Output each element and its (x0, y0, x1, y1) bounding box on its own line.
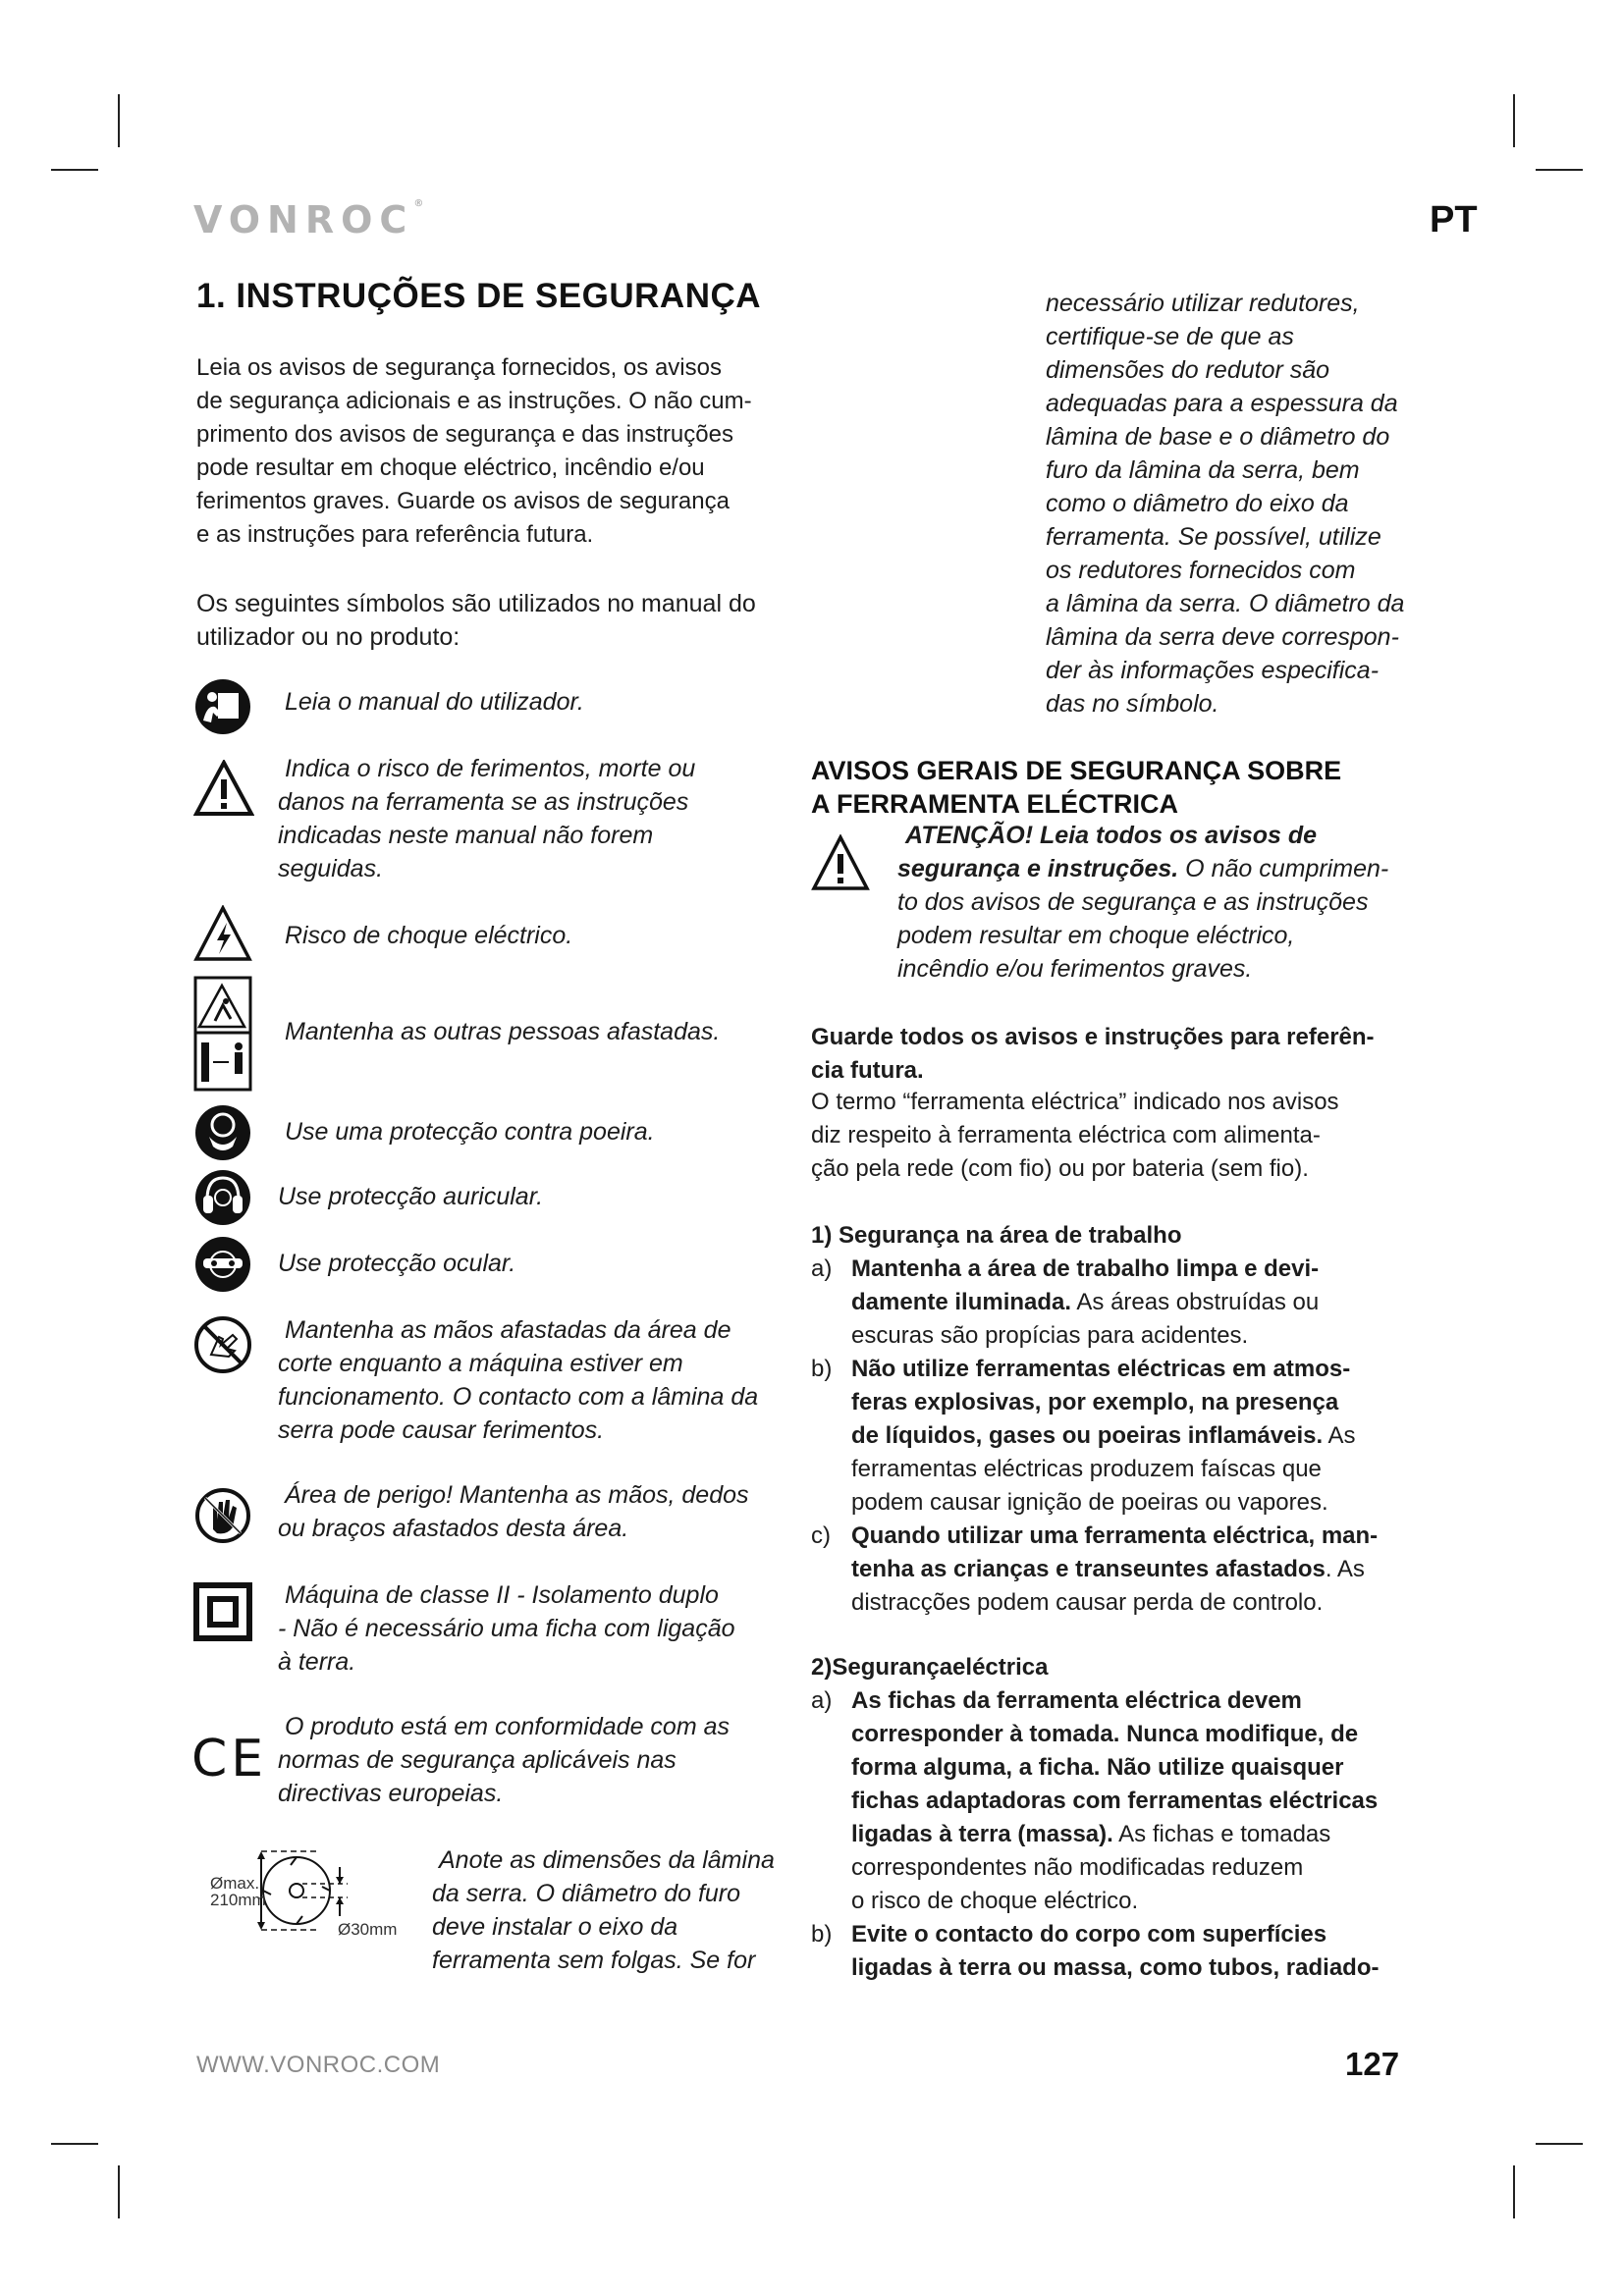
crop-mark (51, 2143, 98, 2145)
keep-instructions-note: Guarde todos os avisos e instruções para referên- cia futura. (811, 1024, 1375, 1084)
crop-mark (118, 94, 120, 147)
symbol-text: Máquina de classe II - Isolamento duplo - Não é necessário uma ficha com ligação à terra. (278, 1581, 735, 1676)
symbol-text: Use uma protecção contra poeira. (285, 1118, 655, 1146)
footer-url[interactable]: WWW.VONROC.COM (196, 2052, 441, 2078)
power-tool-term-paragraph: O termo “ferramenta eléctrica” indicado nos avisos diz respeito à ferramenta eléctrica com alimenta- ção pela rede (com fio) ou por bateria (sem fio). (811, 1089, 1339, 1182)
ce-mark-icon: CE (191, 1730, 268, 1789)
crop-mark (1536, 2143, 1583, 2145)
intro-paragraph: Leia os avisos de segurança fornecidos, os avisos de segurança adicionais e as instruções. O não cum- primento dos avisos de segurança e das instruções pode resultar em choque eléctrico, incêndio e/ou ferimentos graves. Guarde os avisos de segurança e as instruções para referência futura. (196, 354, 752, 548)
list-item: c) Quando utilizar uma ferramenta eléctrica, man- tenha as crianças e transeuntes afastados. As distracções podem causar perda de controlo. (811, 1522, 1379, 1616)
warning-triangle-icon (811, 834, 870, 896)
crop-mark (51, 169, 98, 171)
symbol-text: Use protecção auricular. (278, 1183, 544, 1210)
page-number: 127 (1345, 2046, 1400, 2082)
keep-bystanders-away-icon (193, 976, 254, 1096)
class-two-insulation-icon (193, 1582, 254, 1646)
list-item: b) Evite o contacto do corpo com superfícies ligadas à terra ou massa, como tubos, radiado- (811, 1921, 1380, 1981)
attention-text: ATENÇÃO! Leia todos os avisos de segurança e instruções. O não cumprimen- to dos avisos de segurança e as instruções podem resultar em choque eléctrico, incêndio e/ou ferimentos graves. (897, 822, 1389, 983)
electric-shock-icon (193, 905, 254, 967)
danger-hand-icon (193, 1486, 254, 1550)
list-item: a) Mantenha a área de trabalho limpa e devi- damente iluminada. As áreas obstruídas ou escuras são propícias para acidentes. (811, 1255, 1320, 1349)
warning-triangle-icon (193, 760, 254, 822)
work-area-safety-section: 1) Segurança na área de trabalho a) Mantenha a área de trabalho limpa e devi- damente iluminada. As áreas obstruídas ou escuras são propícias para acidentes. b) Não utilize ferramentas eléctricas em atmos- feras explosivas, por exemplo, na presença de líquidos, gases ou poeiras inflamáveis. As ferramentas eléctricas produzem faíscas que podem causar ignição de poeiras ou vapores. c) Quando utilizar uma ferramenta eléctrica, man- tenha as crianças e transeuntes afastados. As distracções podem causar perda de controlo. (811, 1219, 1439, 1620)
crop-mark (118, 2165, 120, 2218)
crop-mark (1513, 2165, 1515, 2218)
crop-mark (1513, 94, 1515, 147)
continued-symbol-text: necessário utilizar redutores, certifique-se de que as dimensões do redutor são adequadas para a espessura da lâmina de base e o diâmetro do furo da lâmina da serra, bem como o diâmetro do eixo da ferramenta. Se possível, utilize os redutores fornecidos com a lâmina da serra. O diâmetro da lâmina da serra deve correspon- der às informações especifica- das no símbolo. (1046, 290, 1405, 718)
eye-protection-icon (193, 1235, 254, 1299)
general-safety-title: AVISOS GERAIS DE SEGURANÇA SOBRE A FERRAMENTA ELÉCTRICA (811, 756, 1342, 819)
symbol-text: Use protecção ocular. (278, 1250, 516, 1277)
symbol-text: Mantenha as mãos afastadas da área de corte enquanto a máquina estiver em funcionamento. O contacto com a lâmina da serra pode causar ferimentos. (278, 1316, 759, 1444)
crop-mark (1536, 169, 1583, 171)
list-item: a) As fichas da ferramenta eléctrica devem corresponder à tomada. Nunca modifique, de forma alguma, a ficha. Não utilize quaisquer fichas adaptadoras com ferramentas eléctricas ligadas à terra (massa). As fichas e tomadas correspondentes não modificadas reduzem o risco de choque eléctrico. (811, 1687, 1379, 1914)
hands-away-blade-icon (193, 1315, 254, 1379)
symbol-text: Risco de choque eléctrico. (285, 922, 573, 949)
section-title: 1. INSTRUÇÕES DE SEGURANÇA (196, 277, 762, 315)
symbol-text: Anote as dimensões da lâmina da serra. O diâmetro do furo deve instalar o eixo da ferramenta sem folgas. Se for (432, 1846, 775, 1974)
symbol-text: Mantenha as outras pessoas afastadas. (285, 1018, 721, 1045)
ear-protection-icon (193, 1168, 254, 1232)
read-manual-icon (193, 677, 254, 741)
dust-mask-icon (193, 1103, 254, 1167)
symbol-text: O produto está em conformidade com as normas de segurança aplicáveis nas directivas europeias. (278, 1713, 731, 1807)
symbol-text: Indica o risco de ferimentos, morte ou danos na ferramenta se as instruções indicadas neste manual não forem seguidas. (278, 755, 696, 882)
electrical-safety-section: 2)Segurançaeléctrica a) As fichas da ferramenta eléctrica devem corresponder à tomada. Nunca modifique, de forma alguma, a ficha. Não utilize quaisquer fichas adaptadoras com ferramentas eléctricas ligadas à terra (massa). As fichas e tomadas correspondentes não modificadas reduzem o risco de choque eléctrico. b) Evite o contacto do corpo com superfícies ligadas à terra ou massa, como tubos, radiado- (811, 1651, 1439, 1985)
language-code: PT (1430, 199, 1478, 240)
symbol-text: Área de perigo! Mantenha as mãos, dedos ou braços afastados desta área. (278, 1481, 749, 1542)
symbol-text: Leia o manual do utilizador. (285, 688, 584, 716)
symbols-intro: Os seguintes símbolos são utilizados no manual do utilizador ou no produto: (196, 590, 756, 651)
list-item: b) Não utilize ferramentas eléctricas em atmos- feras explosivas, por exemplo, na presença de líquidos, gases ou poeiras inflamáveis. As ferramentas eléctricas produzem faíscas que podem causar ignição de poeiras ou vapores. (811, 1356, 1356, 1516)
blade-dimensions-icon: Ømax. 210mm Ø30mm (192, 1847, 428, 1936)
brand-logo: VONROC® (193, 198, 424, 241)
